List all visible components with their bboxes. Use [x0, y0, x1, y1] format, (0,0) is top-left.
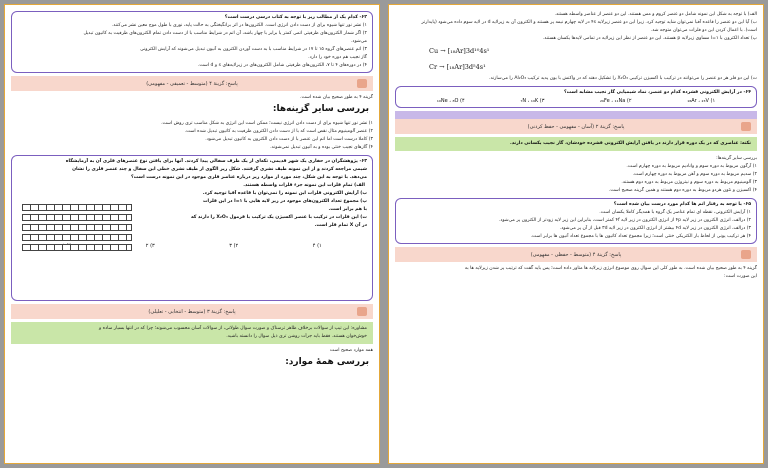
emission-spectrum-figure — [22, 204, 132, 244]
answer-tag-62 — [11, 76, 373, 91]
q63-line: می‌دهد. با توجه به این شکل، چند مورد از موارد زیر درباره عناصر فلزی موجود در این نمونه درست است؟ — [131, 175, 367, 180]
advice-line: مشاوره: این تیپ از سوالات برخلاف ظاهر ترسناک و صورت سوال طولانی، از سوالات آسان محسوب می‌شوند؛ چرا که در انتها بسیار ساده و — [99, 326, 367, 331]
right-page — [388, 4, 764, 464]
note-box — [395, 137, 757, 151]
question-65-title: ۶۵- با توجه به رفتار اتم ها کدام مورد درست بیان شده است؟ — [613, 202, 751, 207]
question-63-box — [11, 155, 373, 301]
review-line: ۱) آرگون مربوط به دوره سوم و وانادیم مربوط به دوره چهارم است. — [626, 164, 757, 169]
answer-tag-text: پاسخ: گزینهٔ ۳ (متوسط - انتخابی - تعلیلی) — [148, 308, 236, 315]
option[interactable]: ۴) ₁₀Ne ، ₈O — [436, 98, 465, 104]
answer-tag-65 — [395, 247, 757, 262]
note-text: نکته: عناصری که در یک دوره قرار دارند در یافتن آرایش الکترونی فشرده خودشان، گاز نجیب یکسانی دارند. — [510, 141, 751, 146]
q63-line: با هم برابر است. — [328, 207, 367, 212]
advice-line: خوش‌خوان هستند. فقط باید جرأت روشن تری ذیل سوال را دانسته باشید. — [226, 334, 367, 339]
q63-line: ب) آرایش الکترونی فلزات این نمونه را نمی‌توان با قاعده آفبا توجیه کرد. — [202, 191, 367, 196]
advice-box — [11, 322, 373, 344]
answer-tag-64 — [395, 119, 757, 134]
review-line: ۲) سدیم مربوط به دوره سوم و آهن مربوط به دوره چهارم است. — [632, 172, 757, 177]
answer-63: همه موارد صحیح است — [329, 348, 373, 353]
answer-icon — [357, 307, 367, 316]
top-line: پ) تعداد الکترون با ۱=l مساوی زیرلایه p هستند. این دو عنصر از نظر این زیرلایه در تمامی لایه‌ها یکسان هستند. — [542, 36, 757, 41]
answer-icon — [357, 79, 367, 88]
question-64-title: ۶۴- در آرایش الکترونی فشرده کدام دو عنصر، نماد شیمیایی گاز نجیب مشابه است؟ — [563, 90, 751, 95]
review-heading: بررسی سایر گزینه‌ها: — [272, 104, 369, 114]
formula-cu: Cu → [₁₈Ar]3d¹⁰4s¹ — [429, 47, 490, 55]
divider-bar — [395, 111, 757, 119]
review-line: ۴) گازهای نجیب خنثی بوده و به آنیون تبدیل نمی‌شوند. — [270, 145, 373, 150]
review-line: ۲) عنصر آلومینیوم مثال نقض است که با از دست دادن الکترون ظرفیت به کاتیون تبدیل شده است. — [184, 129, 373, 134]
answer-icon — [741, 122, 751, 131]
review-line: ۳) کاملا درست است اما اتم این عنصر با از دست دادن الکترون به کاتیون تبدیل می‌شود. — [205, 137, 373, 142]
question-62-box — [11, 11, 373, 73]
answer-tag-text: پاسخ: گزینهٔ ۴ (متوسط - حفظی - مفهومی) — [530, 251, 622, 258]
q63-line: شیمی مراجعه کردند و از این نمونه طیف نشری گرفتند. شکل زیر الگوی از طیف نشری خطی این سفال و چند عنصر فلزی را نشان — [72, 167, 367, 172]
left-page — [4, 4, 380, 464]
question-64-box — [395, 86, 757, 108]
question-65-box — [395, 198, 757, 244]
answer-line: این صورت است: — [724, 274, 757, 279]
formula-cr: Cr → [₁₈Ar]3d⁵4s¹ — [429, 63, 486, 71]
review-line: ۳) آلومینیوم مربوط به دوره سوم و نیتروژن مربوط به دوره دوم هستند. — [621, 180, 757, 185]
q63-line: ت) این فلزات در ترکیب با عنصر اکسیژن یک ترکیب با فرمول X₂O₃ را دارند که — [190, 215, 367, 220]
top-line: ب) آیا این دو عنصر را قاعده آفبا نمی‌توان شاید توجیه کرد. زیرا این دو عنصر زیرلایه ۴s در لایه چهارم نیمه پر هستند و الکترون آن به زیرلایه d در لایه سوم داده می‌شود (پایدارتر — [421, 20, 757, 25]
top-line: است). با اعمال کردن این دو فلزات می‌توان متوجه شد. — [650, 28, 757, 33]
answer-tag-text: پاسخ: گزینهٔ ۲ (آسان - مفهومی - حفظ کردنی) — [527, 123, 625, 130]
review-line: ۴) اکسیژن و نئون هردو مربوط به دوره دوم هستند و همین گزینه صحیح است. — [608, 188, 757, 193]
option[interactable]: ۲) ۳ — [229, 243, 239, 249]
answer-62: گزینه ۴ به طور صحیح بیان شده است. — [300, 95, 373, 100]
q62-line: ۲) اگر شمار الکترون‌های ظرفیتی اتمی کمتر یا برابر با چهار باشد، آن اتم در شرایط مناسب با از دست دادن تمام الکترون‌های ظرفیت به کاتیون تبدیل — [83, 31, 367, 36]
q62-line: می‌شود. — [350, 39, 367, 44]
option[interactable]: ۳) ₇N ، ₁₉K — [520, 98, 545, 104]
question-63-title: ۶۳- پژوهشگران در حفاری یک شهر قدیمی، تکه‌ای از یک ظرف سفالی پیدا کردند. آنها برای یافتن نوع عنصرهای فلزی آن به آزمایشگاه — [65, 159, 367, 164]
review-line: ۱) نشر نور تنها شیوه برای از دست دادن انرژی نیست؛ ممکن است این انرژی به شکل مناسب تری روش است. — [161, 121, 373, 126]
answer-tag-63 — [11, 304, 373, 319]
answer-line: گزینه ۴ به طور صحیح بیان شده است. به طور کلی این سوال روی موضوع انرژی زیرلایه ها متاور داده است؛ پس باید گفت که ترتیب پر شدن زیرلایه ها به — [464, 266, 757, 271]
top-line: الف) با توجه به شکل این نمونه شامل دو عنصر کروم و مس هستند. این دو عنصر از عناصر واسطه هستند. — [554, 12, 757, 17]
option[interactable]: ۳) ۲ — [145, 243, 155, 249]
q62-line: ۴) در دوره‌های ۴ تا ۷، الکترون‌های ظرفیتی شامل الکترون‌های در زیرلایه‌های s و d است. — [197, 63, 367, 68]
q65-line[interactable]: ۴) هر ترکیب یونی از لحاظ بار الکتریکی خنثی است؛ زیرا مجموع تعداد کاتیون ها با مجموع تعداد آنیون ها برابر است. — [530, 234, 751, 239]
option[interactable]: ۱) ۴ — [312, 243, 322, 249]
review-heading-2: بررسی همهٔ موارد: — [285, 357, 369, 367]
review-heading: بررسی سایر گزینه‌ها: — [716, 156, 757, 161]
q65-line[interactable]: ۳) درالف، انرژی الکترون در زیر لایه ۴d بیشتر از انرژی الکترون در زیر لایه ۳d قبل از آن پر می‌شود. — [559, 226, 751, 231]
t-line: ت) این دو فلز هر دو عنصر را می‌توانند در ترکیب با اکسیژن ترکیبی X₂O₃ را تشکیل دهند که در واکنش با یون پدید ترکیب Al₂O₃ را می‌سازند. — [489, 76, 757, 81]
q62-line: گاز نجیب هم دوره خود را دارد. — [308, 55, 367, 60]
q65-line[interactable]: ۲) درالف، انرژی الکترون در زیر لایه ۴p از انرژی الکترون در زیر لایه ۴f کمتر است، بنابراین این زیر لایه زودتر از الکترون پر می‌شود. — [498, 218, 751, 223]
q64-options — [399, 97, 753, 105]
option[interactable]: ۱) ₁₈Ar ، ₂₃V — [687, 98, 716, 104]
option[interactable]: ۲) ₂₆Fe ، ₁₁Na — [600, 98, 632, 104]
q65-line[interactable]: ۱) آرایش الکترونی، نقطه ای تمام عناصر یک گروه با همدیگر کاملا یکسان است. — [599, 210, 751, 215]
question-62-title: ۶۲- کدام یک از مطالب زیر با توجه به کتاب درسی درست است؟ — [224, 15, 367, 20]
q63-line: الف) تمام فلزات این نمونه جزء فلزات واسطه هستند. — [243, 183, 365, 188]
q63-line: پ) مجموع تعداد الکترون‌های موجود در زیر لایه هایی با ۱=l در این فلزات — [202, 199, 367, 204]
q63-line: در آن X تمام فلز است. — [314, 223, 367, 228]
q62-line: ۳) اتم عنصرهای گروه ۱۵ تا ۱۷ در شرایط مناسب با به دست آوردن الکترون به آنیون تبدیل می‌شوند که آرایش الکترونی — [140, 47, 367, 52]
answer-tag-text: پاسخ: گزینهٔ ۴ (متوسط - تعمیقی - مفهومی) — [146, 80, 238, 87]
q62-line: ۱) نشر نور تنها شیوه برای از دست دادن انرژی است. الکترون‌ها در اثر برانگیختگی به حالت پایه، نوری با طول موج معین نشر می‌کنند. — [111, 23, 367, 28]
answer-icon — [741, 250, 751, 259]
